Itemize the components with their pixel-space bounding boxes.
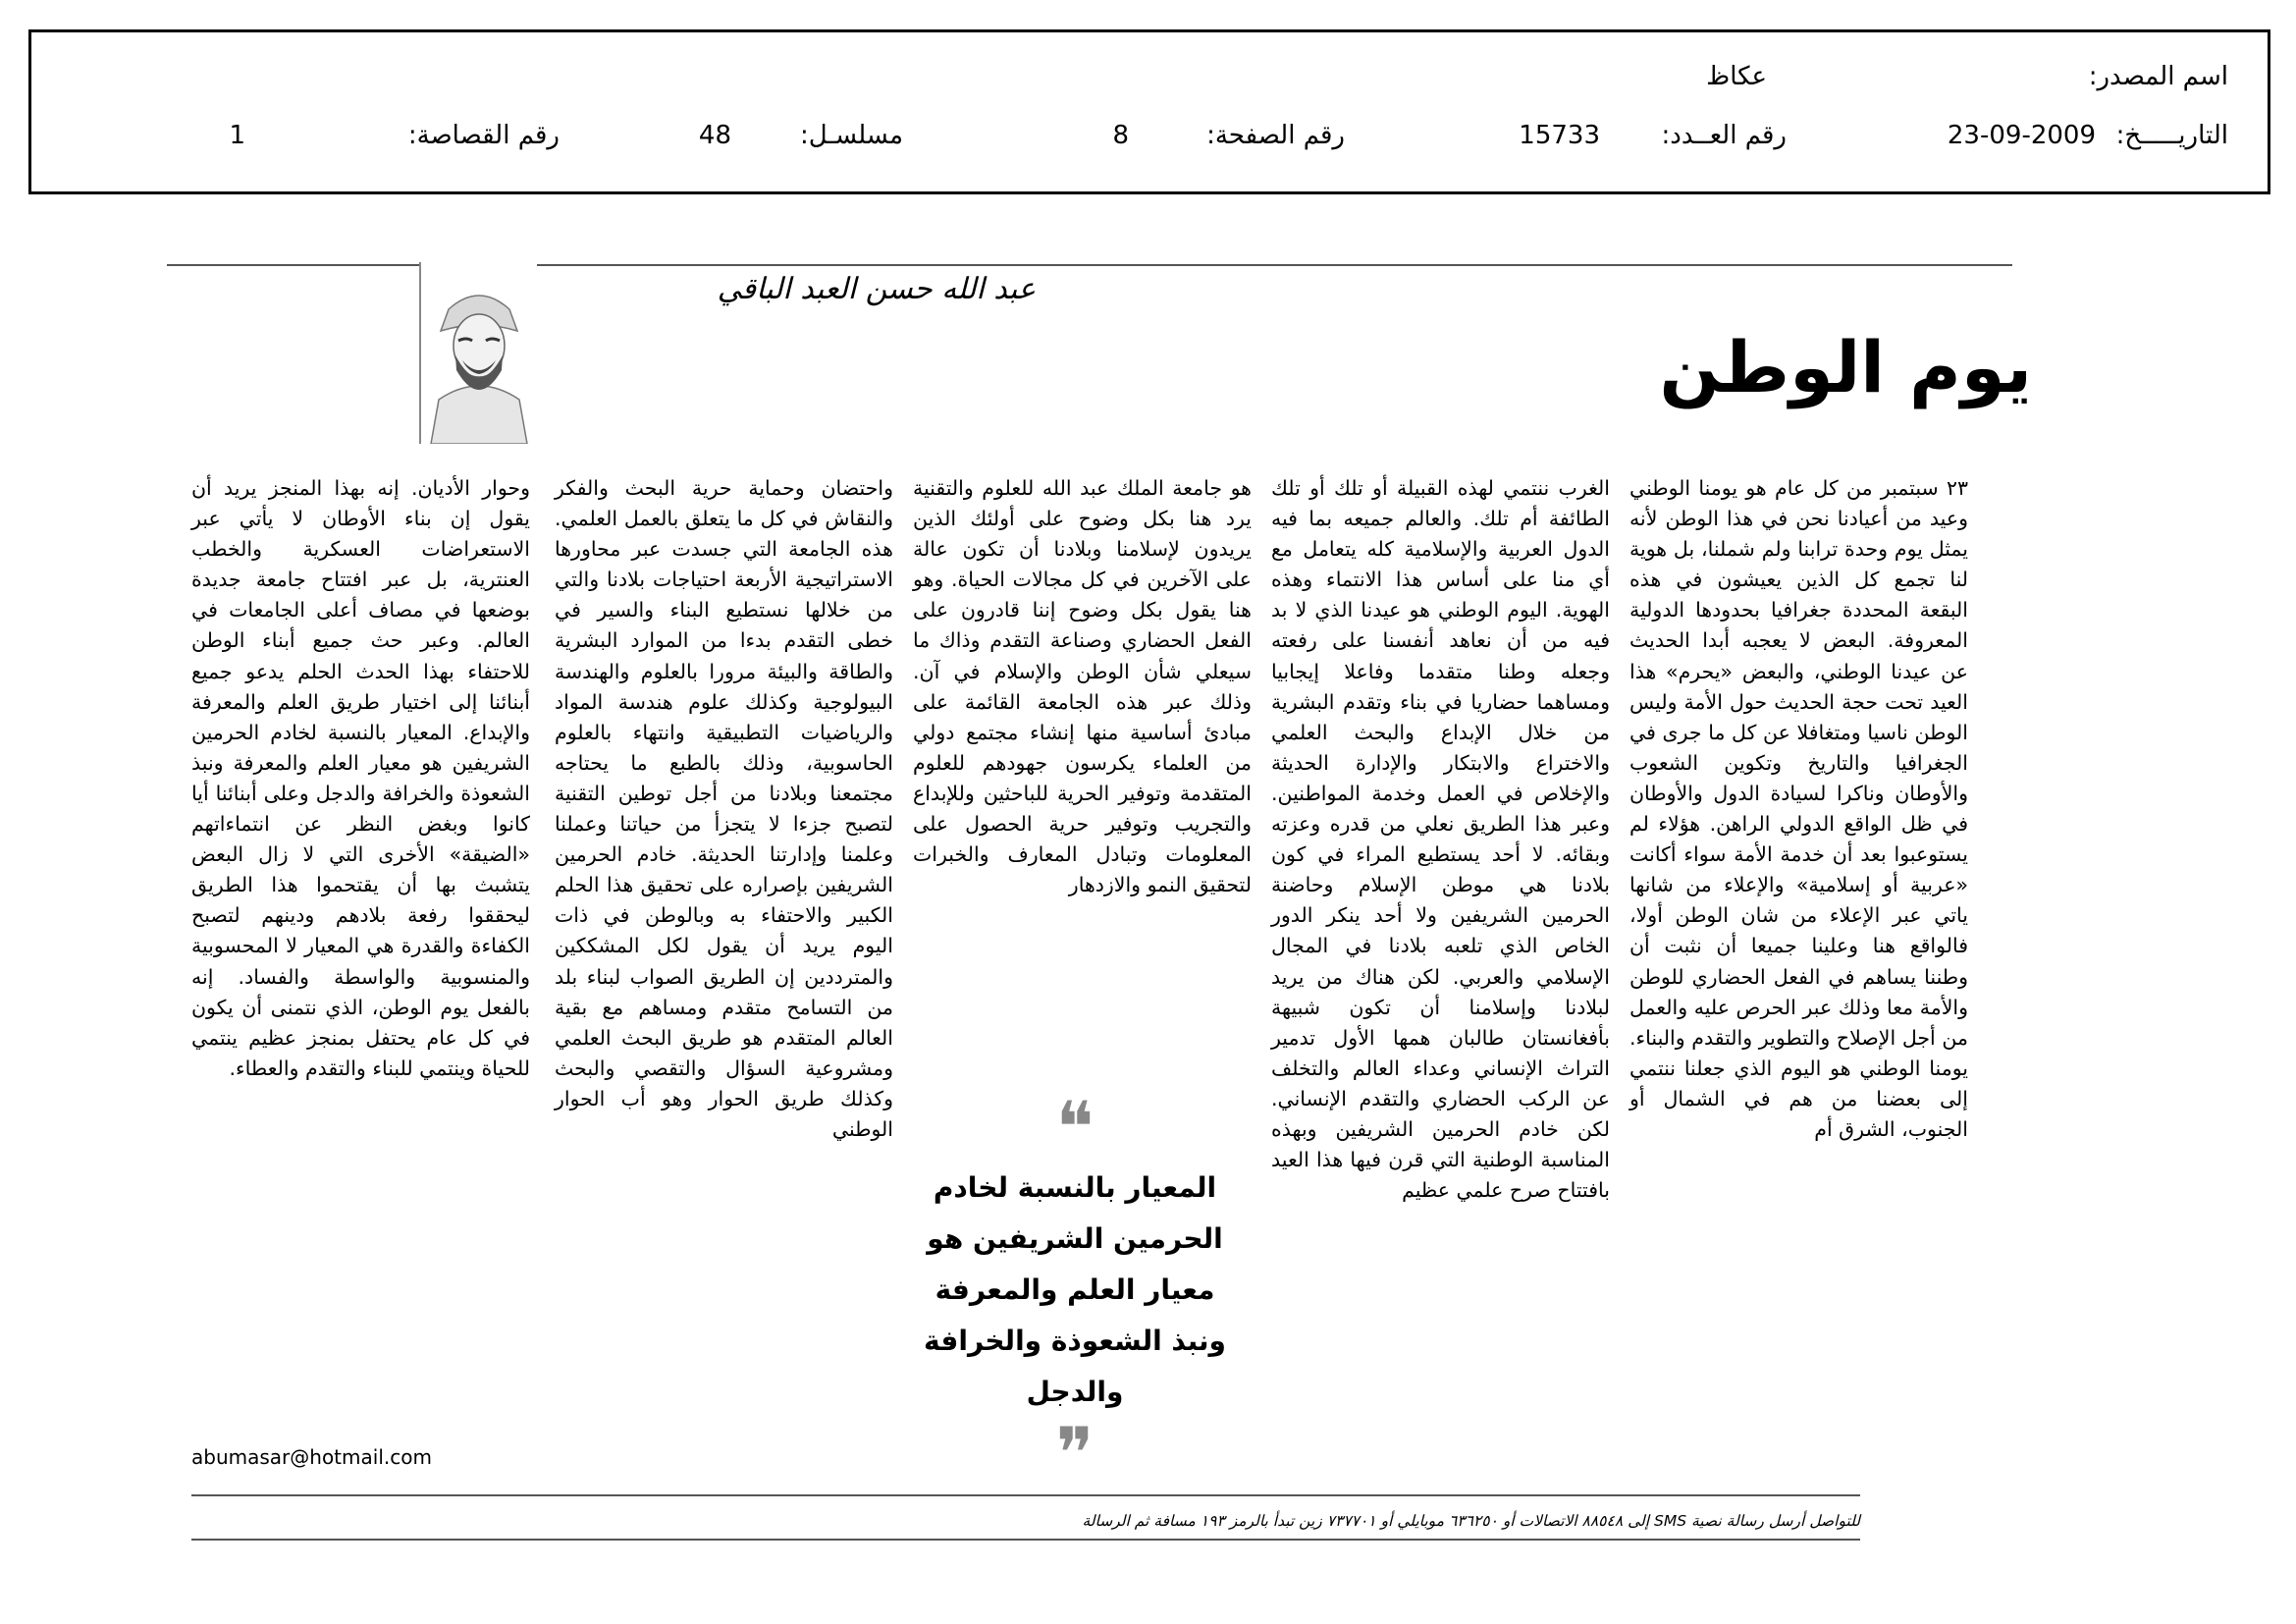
page-value: 8 — [1112, 121, 1129, 150]
newspaper-article — [167, 257, 2032, 1573]
clip-value: 1 — [229, 121, 245, 150]
column-text: ٢٣ سبتمبر من كل عام هو يومنا الوطني وعيد من أعيادنا نحن في هذا الوطن لأنه يمثل يوم وحدة ترابنا ولم شملنا، بل هوية لنا تجمع كل الذين يعيشون في هذه البقعة المحددة جغرافيا بحدودها الدولية المعروفة. البعض لا يعجبه أبدا الحديث عن عيدنا الوطني، والبعض «يحرم» هذا العيد تحت حجة الحديث حول الأمة وليس الوطن ناسيا ومتغافلا عن كل ما جرى في الجغرافيا والتاريخ وتكوين الشعوب والأوطان وناكرا لسيادة الدول والأوطان في ظل الواقع الدولي الراهن. هؤلاء لم يستوعبوا بعد أن خدمة الأمة سواء أكانت «عربية أو إسلامية» والإعلاء من شانها ياتي عبر الإعلاء من شان الوطن أولا، فالواقع هنا وعلينا جميعا أن نثبت أن وطننا يساهم في الفعل الحضاري للوطن والأمة معا وذلك عبر الحرص عليه والعمل من أجل الإصلاح والتطوير والتقدم والبناء. يومنا الوطني هو اليوم الذي جعلنا ننتمي إلى بعضنا من هم في الشمال أو الجنوب، الشرق أم — [1629, 476, 1968, 1141]
author-email: abumasar@hotmail.com — [191, 1445, 432, 1469]
sms-contact-note: للتواصل أرسل رسالة نصية SMS إلى ٨٨٥٤٨ الاتصالات أو ٦٣٦٢٥٠ موبايلي أو ٧٣٧٧٠١ زين تبدأ بالرمز ١٩٣ مسافة ثم الرسالة — [1082, 1512, 1860, 1530]
author-photo — [419, 262, 537, 444]
serial-label: مسلسـل: — [800, 121, 903, 150]
headline: يوم الوطن — [1659, 326, 2032, 408]
closing-quote-mark: ❞ — [1055, 1412, 1095, 1494]
article-column-3 — [913, 473, 1252, 900]
column-text: واحتضان وحماية حرية البحث والفكر والنقاش في كل ما يتعلق بالعمل العلمي. هذه الجامعة التي جسدت عبر محاورها الاستراتيجية الأربعة احتياجات بلادنا والتي من خلالها نستطيع البناء والسير في خطى التقدم بدءا من الموارد البشرية والطاقة والبيئة مرورا بالعلوم والهندسة البيولوجية وكذلك علوم هندسة المواد والرياضيات التطبيقية وانتهاء بالعلوم الحاسوبية، وذلك بالطبع ما يحتاجه مجتمعنا وبلادنا من أجل توطين التقنية لتصبح جزءا لا يتجزأ من حياتنا وعملنا وعلمنا وإدارتنا الحديثة. خادم الحرمين الشريفين بإصراره على تحقيق هذا الحلم الكبير والاحتفاء به وبالوطن في ذات اليوم يريد أن يقول لكل المشككين والمترددين إن الطريق الصواب لبناء بلد من التسامح متقدم ومساهم مع بقية العالم المتقدم هو طريق البحث العلمي ومشروعية السؤال والتقصي والبحث وكذلك طريق الحوار وهو أب الحوار الوطني — [555, 476, 893, 1141]
date-label: التاريـــــخ: — [2115, 121, 2228, 150]
clip-label: رقم القصاصة: — [407, 121, 560, 150]
portrait-photo-icon — [421, 262, 537, 444]
issue-value: 15733 — [1519, 121, 1600, 150]
opening-quote-mark: ❝ — [1055, 1086, 1095, 1168]
column-text: الغرب ننتمي لهذه القبيلة أو تلك أو تلك الطائفة أم تلك. والعالم جميعه بما فيه الدول العربية والإسلامية كله يتعامل مع أي منا على أساس هذا الانتماء وهذه الهوية. اليوم الوطني هو عيدنا الذي لا بد فيه من أن نعاهد أنفسنا على رفعته وجعله وطنا متقدما وفاعلا إيجابيا ومساهما حضاريا في بناء وتقدم البشرية من خلال الإبداع والبحث العلمي والاختراع والابتكار والإدارة الحديثة والإخلاص في العمل وخدمة المواطنين. وعبر هذا الطريق نعلي من قدره وعزته وبقائه. لا أحد يستطيع المراء في كون بلادنا هي موطن الإسلام وحاضنة الحرمين الشريفين ولا أحد ينكر الدور الخاص الذي تلعبه بلادنا في المجال الإسلامي والعربي. لكن هناك من يريد لبلادنا وإسلامنا أن تكون شبيهة بأفغانستان طالبان همها الأول تدمير التراث الإنساني وعداء العالم والتخلف عن الركب الحضاري والتقدم الإنساني. لكن خادم الحرمين الشريفين وبهذه المناسبة الوطنية التي قرن فيها هذا العيد بافتتاح صرح علمي عظيم — [1271, 476, 1610, 1203]
footer-bottom-rule — [191, 1539, 1860, 1541]
clipping-metadata-box — [28, 29, 2270, 194]
article-column-5 — [191, 473, 530, 1084]
issue-label: رقم العــدد: — [1661, 121, 1787, 150]
article-column-4 — [555, 473, 893, 1145]
article-column-2 — [1271, 473, 1610, 1206]
source-value: عكاظ — [1706, 62, 1767, 91]
author-byline: عبد الله حسن العبد الباقي — [717, 272, 1036, 306]
pull-quote-text: المعيار بالنسبة لخادم الحرمين الشريفين هو معيار العلم والمعرفة ونبذ الشعوذة والخرافة والدجل — [924, 1171, 1226, 1408]
date-value: 23-09-2009 — [1947, 121, 2096, 150]
page-label: رقم الصفحة: — [1206, 121, 1345, 150]
column-text: هو جامعة الملك عبد الله للعلوم والتقنية يرد هنا بكل وضوح على أولئك الذين يريدون لإسلامنا وبلادنا أن تكون عالة على الآخرين في كل مجالات الحياة. وهو هنا يقول بكل وضوح إننا قادرون على الفعل الحضاري وصناعة التقدم وذاك ما سيعلي شأن الوطن والإسلام في آن. وذلك عبر هذه الجامعة القائمة على مبادئ أساسية منها إنشاء مجتمع دولي من العلماء يكرسون جهودهم للعلوم المتقدمة وتوفير الحرية للباحثين وللإبداع والتجريب وتوفير حرية الحصول على المعلومات وتبادل المعارف والخبرات لتحقيق النمو والازدهار — [913, 476, 1252, 897]
source-label: اسم المصدر: — [2088, 62, 2228, 91]
article-column-1 — [1629, 473, 1968, 1145]
serial-value: 48 — [698, 121, 731, 150]
pull-quote — [923, 1086, 1227, 1494]
footer-top-rule — [191, 1494, 1860, 1496]
column-text: وحوار الأديان. إنه بهذا المنجز يريد أن يقول إن بناء الأوطان لا يأتي عبر الاستعراضات العسكرية والخطب العنترية، بل عبر افتتاح جامعة جديدة بوضعها في مصاف أعلى الجامعات في العالم. وعبر حث جميع أبناء الوطن للاحتفاء بهذا الحدث الحلم يدعو جميع أبنائنا إلى اختيار طريق العلم والمعرفة والإبداع. المعيار بالنسبة لخادم الحرمين الشريفين هو معيار العلم والمعرفة ونبذ الشعوذة والخرافة والدجل وعلى أبنائنا أيا كانوا وبغض النظر عن انتماءاتهم «الضيقة» الأخرى التي لا زال البعض يتشبث بها أن يقتحموا هذا الطريق ليحققوا رفعة بلادهم ودينهم لتصبح الكفاءة والقدرة هي المعيار لا المحسوبية والمنسوبية والواسطة والفساد. إنه بالفعل يوم الوطن، الذي نتمنى أن يكون في كل عام يحتفل بمنجز عظيم ينتمي للحياة وينتمي للبناء والتقدم والعطاء. — [191, 476, 530, 1080]
